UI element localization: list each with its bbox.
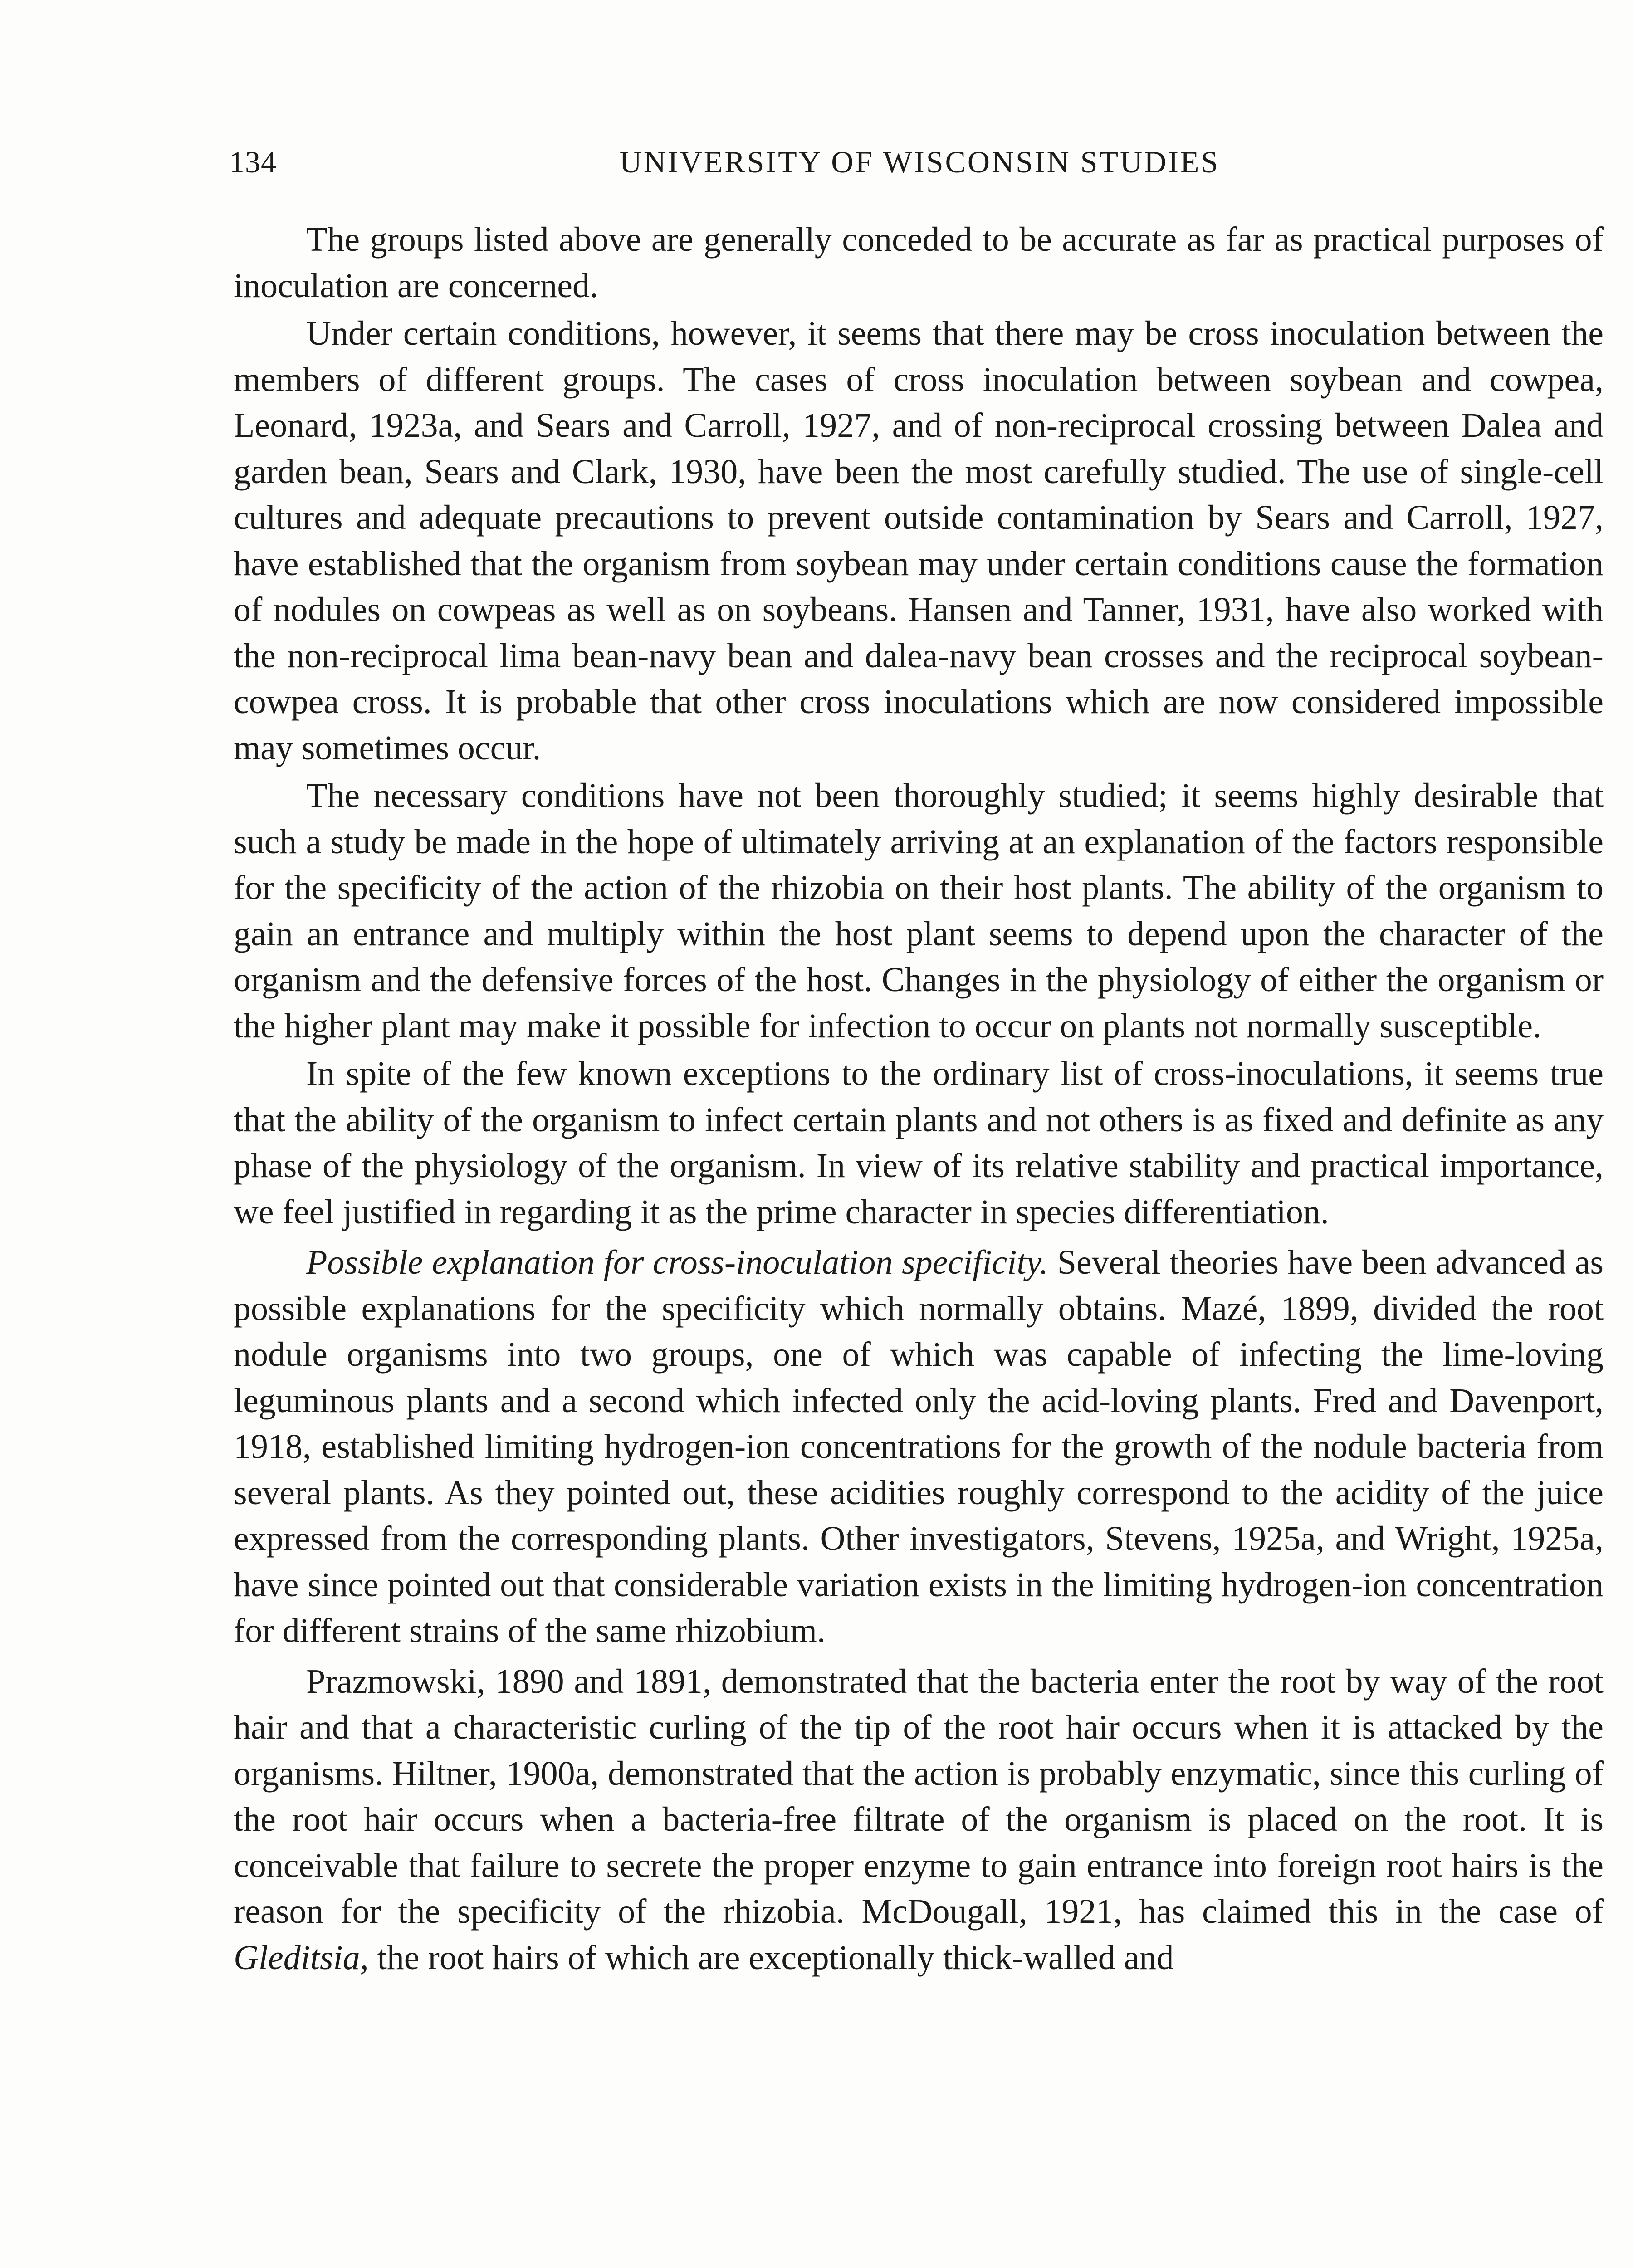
journal-title: UNIVERSITY OF WISCONSIN STUDIES	[619, 145, 1220, 179]
paragraph-2: Under certain conditions, however, it seems that there may be cross inoculation between the members of different groups. The cases of cross inoculation between soybean and cowpea, Leonard, 1923a, and Sears and Carroll, 1927, and of non-reciprocal crossing between Dalea and garden bean, Sears and Clark, 1930, have been the most carefully studied. The use of single-cell cultures and adequate precautions to prevent outside contamination by Sears and Carroll, 1927, have established that the organism from soybean may under certain conditions cause the formation of nodules on cowpeas as well as on soybeans. Hansen and Tanner, 1931, have also worked with the non-reciprocal lima bean-navy bean and dalea-navy bean crosses and the reciprocal soybean-cowpea cross. It is probable that other cross inoculations which are now considered impossible may sometimes occur.	[234, 314, 1604, 767]
paragraph-5-text: Several theories have been advanced as possible explanations for the specificity which normally obtains. Mazé, 1899, divided the root nodule organisms into two groups, one of which was capable of infecting the lime-loving leguminous plants and a second which infected only the acid-loving plants. Fred and Davenport, 1918, established limiting hydrogen-ion concentrations for the growth of the nodule bacteria from several plants. As they pointed out, these acidities roughly correspond to the acidity of the juice expressed from the corresponding plants. Other investigators, Stevens, 1925a, and Wright, 1925a, have since pointed out that considerable variation exists in the limiting hydrogen-ion concentration for different strains of the same rhizobium.	[234, 1243, 1604, 1650]
paragraph-5	[234, 1240, 1604, 1654]
paragraph-6-text: Prazmowski, 1890 and 1891, demonstrated that the bacteria enter the root by way of the root hair and that a characteristic curling of the tip of the root hair occurs when it is attacked by the organisms. Hiltner, 1900a, demonstrated that the action is probably enzymatic, since this curling of the root hair occurs when a bacteria-free filtrate of the organism is placed on the root. It is conceivable that failure to secrete the proper enzyme to gain entrance into foreign root hairs is the reason for the specificity of the rhizobia. McDougall, 1921, has claimed this in the case of	[234, 1662, 1604, 1931]
page-number: 134	[229, 145, 277, 179]
section-heading-italic: Possible explanation for cross-inoculation specificity.	[306, 1243, 1048, 1281]
paragraph-6	[234, 1659, 1604, 1981]
running-head	[229, 144, 1610, 199]
paragraph-3: The necessary conditions have not been thoroughly studied; it seems highly desirable that such a study be made in the hope of ultimately arriving at an explanation of the factors responsible for the specificity of the action of the rhizobia on their host plants. The ability of the organism to gain an entrance and multiply within the host plant seems to depend upon the character of the organism and the defensive forces of the host. Changes in the physiology of either the organism or the higher plant may make it possible for infection to occur on plants not normally susceptible.	[234, 777, 1604, 1045]
paragraph-1: The groups listed above are generally conceded to be accurate as far as practical purposes of inoculation are concerned.	[234, 220, 1604, 305]
paragraph-4: In spite of the few known exceptions to the ordinary list of cross-inoculations, it seems true that the ability of the organism to infect certain plants and not others is as fixed and definite as any phase of the physiology of the organism. In view of its relative stability and practical importance, we feel justified in regarding it as the prime character in species differentiation.	[234, 1055, 1604, 1231]
genus-name-italic: Gleditsia,	[234, 1938, 369, 1977]
body-text	[234, 217, 1604, 1981]
paragraph-6-tail: the root hairs of which are exceptionally thick-walled and	[368, 1938, 1174, 1977]
